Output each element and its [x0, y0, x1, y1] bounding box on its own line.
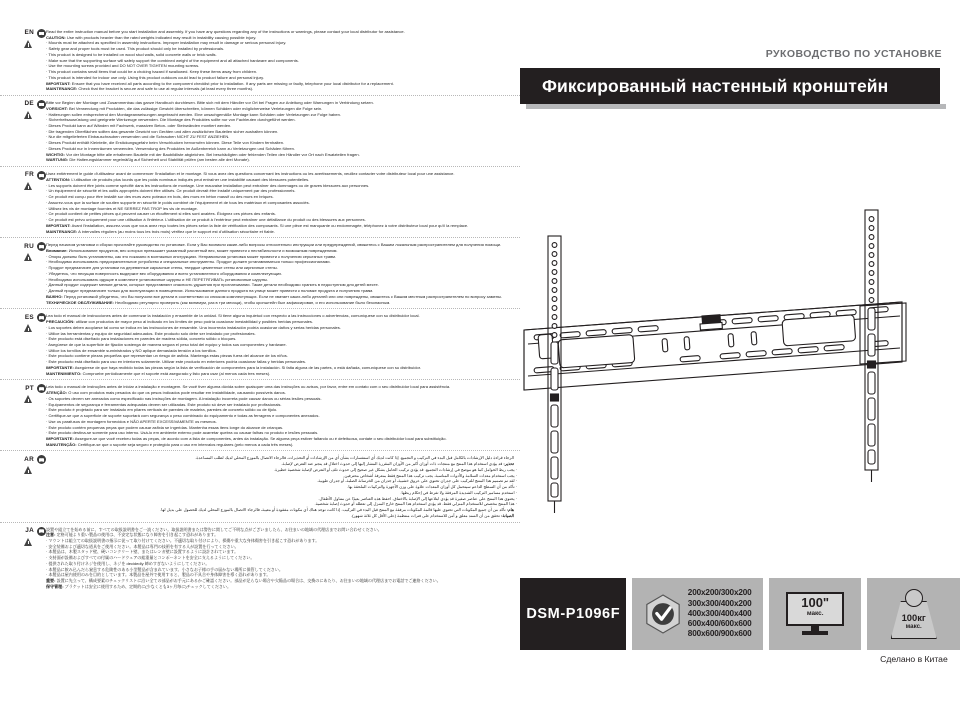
language-code: FR [24, 171, 34, 179]
caution-text: L'utilisation de produits plus lourds que les poids nominaux indiqués peut entraîner une instabilité causant des blessures potentielles. [71, 176, 310, 182]
language-body [46, 526, 514, 590]
caution-label: 注意: [46, 532, 56, 538]
important-label: IMPORTANTE: [46, 364, 74, 370]
bullet-marker: · [46, 123, 49, 129]
maintenance-label: MANUTENÇÃO: [46, 441, 77, 447]
bullet-text: Dieses Produkt kann auf Wänden mit Fachwerk, massiven Beton- oder Steinwänden montiert werden. [48, 123, 232, 129]
bullet-text: Ce produit est conçu pour être installé sur des murs avec poteaux en bois, des murs en béton massif ou des murs en briques. [48, 194, 274, 200]
title-bar-shadow [526, 104, 946, 109]
bracket-illustration [520, 130, 960, 550]
manual-book-icon [37, 100, 46, 109]
bullet-text: This product is designed to be installed on wood stud walls, solid concrete walls or brick walls. [48, 51, 217, 57]
bullet-text: 本製品は、木製スタッド壁、硬いコンクリート壁、またはレンガ壁に設置するように設計されています。 [48, 549, 239, 555]
bullet-marker: · [46, 57, 49, 63]
bullet-text: Este producto está diseñado para instalaciones en paredes de madera sólida, concreto sólido o bloques. [48, 336, 237, 342]
bullet-marker: · [46, 69, 49, 75]
language-gutter [0, 383, 49, 404]
important-text: Vor der Montage bitte alle erhaltenen Bauteile mit der Baubildliste abgleichen. Bei beschädigten oder fehlenden Teilen den Händler vor Ort nach Ersatzteilen fragen. [66, 151, 360, 157]
vesa-badge-svg [644, 594, 682, 634]
caution-label: تحذير: [503, 461, 514, 467]
bullet-marker: · [46, 188, 49, 194]
maintenance-line [46, 442, 514, 448]
caution-text: Bei Verwendung mit Produkten, die das zulässige Gewicht überschreiten, können Schäden oder möglicherweise Verletzungen die Folge sein. [68, 105, 323, 111]
bullet-marker: · [46, 276, 49, 282]
bullet-text: Equipamentos de segurança e ferramentas adequadas devem ser utilizadas. Este produto só deve ser instalado por profissionais. [48, 401, 282, 407]
important-label: ВАЖНО: [46, 293, 63, 299]
bullet-marker: · [46, 63, 49, 69]
vesa-size-list: 200x200/300x200 300x300/400x200 400x300/400x400 600x400/600x600 800x600/900x600 [687, 588, 752, 639]
caution-text: 定格可能より重い製品の使用は、不安定な状態になり障害を引き起こす恐れがあります。 [56, 532, 219, 538]
bullet-text: Mounts must be attached as specified in assembly instructions. Improper installation may result in damage or serious personal injury. [48, 40, 287, 46]
bullet-marker: · [46, 538, 49, 544]
important-text: تأكد من أن جميع المكونات التي تحتوي عليها قائمة المكونات مرفقة مع المنتج قبل البدء في التركيب. إذا كانت توجد هناك أي مكونات مفقودة أو معيبة، فالرجاء الاتصال بالموزع المحلي لديك للحصول على بديل لها. [160, 507, 506, 513]
screen-size-unit: макс. [806, 610, 824, 617]
bullet-text: Este produto é projetado para ser instalado em pilares verticais de paredes de madeira, paredes de concreto sólido ou de tijolo. [48, 407, 278, 413]
bullet-text: Опоры должны быть установлены, как это показано в монтажных инструкциях. Неправильная установка может привести к получению серьезных травм. [48, 253, 337, 259]
bullet-text: 支持面が設備およびすべての付属のハードウェアの総重量とコンポーネントを安全に支えるようにしてください。 [48, 555, 255, 561]
bullet-marker: · [46, 401, 49, 407]
language-body [46, 383, 514, 447]
page-title: Фиксированный настенный кронштейн [542, 75, 889, 96]
caution-text: قد يؤدي استخدام هذا المنتج مع منتجات ذات أوزان أكبر من الأوزان المقررة المشار إليها إلى حدوث اختلال قد ينجم عنه التعرض لإصابة. [281, 461, 503, 467]
bullet-text: Данный продукт содержит мелкие детали, которые представляют опасность удушения при проглатывании. Такие детали необходимо хранить в недоступном для детей месте. [48, 282, 379, 288]
bullet-text: Utilisez les vis de montage fournies et NE SERREZ PAS TROP les vis de montage. [48, 205, 198, 211]
bullet-marker: · [46, 324, 49, 330]
bullet-text: 本製品は屋内使用のみを目的としています。本製品を屋外で使用すると、製品の不具合や身体障害を導く恐れがあります。 [48, 572, 271, 578]
warning-triangle-icon [24, 182, 33, 191]
language-gutter [0, 170, 49, 194]
maintenance-line [46, 371, 514, 377]
weight-value: 100кг [901, 612, 926, 623]
caution-text: utilizar con productos de mayor peso al indicado en los límites de peso podría ocasionar inestabilidad y posibles heridas personales. [75, 319, 314, 325]
caution-label: VORSICHT: [46, 105, 68, 111]
manual-book-icon [37, 455, 46, 464]
bullet-text: Certifique-se que a superfície de suporte suportará com segurança o peso combinado do equipamento e todas as ferragens e componentes anexados. [48, 413, 320, 419]
caution-text: Использование продуктов, вес которых превышает указанный расчетный вес, может привести к нестабильности и возможным повреждениям. [68, 247, 338, 253]
bullet-text: هذا المنتج مخصص للاستخدام المنزلي فقط. قد يؤدي استخدام هذا المنتج خارج المنزل إلى تعطله أو حدوث إصابة شخصية. [314, 501, 515, 507]
bullet-text: Utilice las herramientas y equipo de seguridad adecuados. Este producto solo debe ser instalado por profesionales. [48, 330, 256, 336]
language-code: JA [25, 526, 34, 534]
important-text: Avant l'installation, assurez-vous que vous avez reçu toutes les pièces selon la liste de vérification des composants. Si une pièce est manquante ou endommagée, téléphonez à votre distributeur local pour qu'il la remplace. [71, 222, 469, 228]
bullet-marker: · [46, 330, 49, 336]
bullet-text: Продукт предназначен для установки на деревянные каркасные стены, твердые цементные стены или кирпичные стены. [48, 265, 278, 271]
bullet-text: Make sure that the supporting surface will safely support the combined weight of the equipment and all attached hardware and components. [48, 57, 299, 63]
language-block-en [0, 28, 520, 96]
bullet-marker: · [46, 40, 49, 46]
language-block-pt [0, 383, 520, 451]
bullet-marker: ‧ [514, 501, 517, 507]
bullet-text: Необходимо использовать предохранительное устройство и специальные инструменты. Продукт должен устанавливаться только профессионалами. [48, 259, 331, 265]
bullet-marker: · [46, 117, 49, 123]
warning-triangle-icon [24, 466, 33, 475]
model-number: DSM-P1096F [526, 606, 621, 622]
intro-text: Lea todo el manual de instrucciones antes de comenzar la instalación y ensamble de la unidad. Si tiene alguna inquietud con respecto a las instrucciones o advertencias, comuníquese con su distribuidor local. [46, 313, 420, 319]
maintenance-label: ТЕХНИЧЕСКОЕ ОБСЛУЖИВАНИЕ: [46, 299, 114, 305]
language-code-row [24, 455, 46, 464]
manual-book-icon [37, 527, 46, 536]
language-code: RU [24, 242, 34, 250]
weight-icon [888, 589, 940, 639]
bullet-marker: · [46, 566, 49, 572]
maintenance-text: Certifique-se que o suporte seja seguro e protegido para o uso em intervalos regulares (pelo menos a cada três meses). [77, 441, 294, 447]
language-gutter [0, 526, 49, 549]
language-code: EN [24, 29, 34, 37]
bullet-text: Les supports doivent être joints comme spécifié dans les instructions de montage. Une mauvaise installation peut entraîner des dommages ou de graves blessures aux personnes. [48, 182, 370, 188]
maintenance-line [46, 513, 514, 519]
language-gutter [0, 99, 49, 123]
multilingual-instructions-column [0, 28, 520, 596]
maintenance-text: تحقق من أن السند معلق و آمن للاستخدام على فترات منتظمة (على الأقل كل ثلاثة شهور). [351, 512, 500, 518]
warning-triangle-icon [24, 395, 33, 404]
bullet-text: Assurez-vous que la surface de soutien supporte en sécurité le poids combiné de l'équipement et de tous les matériaux et composantes associés. [48, 199, 310, 205]
maintenance-text: A intervalles réguliers (au moins tous les trois mois) vérifiez que le support est d'utilisation sécuritaire et fiable. [78, 228, 275, 234]
bullet-text: تأكد من أن السطح الداعم سيتحمل كل أوزان المعدات علاوة على وزن الأجهزة والتركيبات الملحقة بها. [347, 484, 515, 490]
bullet-text: Este producto está diseñado para uso en interiores solamente. Utilizar este producto en exteriores podría ocasionar fallas y heridas personales. [48, 359, 307, 365]
bullet-text: يجب استخدام معدات السلامة والأدوات المناسبة. يجب تركيب هذا المنتج فقط بمعرفة أشخاص محترفين. [343, 472, 515, 478]
bullet-marker: ‧ [514, 495, 517, 501]
intro-text: Read the entire instruction manual before you start installation and assembly. If you have any questions regarding any of the instructions or warnings, please contact your local distributor for assistance. [46, 29, 405, 34]
vesa-spec-box [632, 578, 762, 650]
caution-text: Use with products heavier than the rated weights indicated may result in instability causing possible injury. [66, 34, 257, 40]
language-code-row [24, 242, 46, 251]
language-gutter [0, 241, 49, 265]
important-label: IMPORTANT: [46, 80, 71, 86]
important-text: Assegure-se que você recebeu todas as peças, de acordo com a lista de componentes, antes da instalação. Se alguma peça estiver faltando ou é defeituosa, contate o seu distribuidor local para substituição. [74, 436, 447, 441]
language-block-es [0, 312, 520, 380]
bullet-marker: · [46, 111, 49, 117]
weight-capacity-box [867, 578, 960, 664]
bullet-marker: · [46, 194, 49, 200]
bullet-marker: ‧ [514, 478, 517, 484]
bracket-svg [520, 130, 960, 550]
bullet-text: Este produto contém pequenas peças que podem causar asfixia se ingeridas. Mantenha essas itens longe do alcance de crianças. [48, 424, 284, 430]
bullet-text: Dieses Produkt enthält Kleinteile, die Erstickungsgefahr beim Verschlucken hervorrufen können. Diese Teile von Kindern fernhalten. [48, 140, 285, 146]
warning-triangle-icon [24, 538, 33, 547]
bullet-marker: ‧ [514, 472, 517, 478]
maintenance-text: Compruebe periódicamente que el soporte está asegurado y listo para usar (al menos cada tres meses). [82, 370, 271, 376]
bullet-marker: · [46, 424, 49, 430]
language-body [46, 28, 514, 92]
bullet-marker: · [46, 288, 49, 294]
bullet-marker: · [46, 217, 49, 223]
maintenance-line [46, 157, 514, 163]
bullet-text: Use the mounting screws provided and DO NOT OVER TIGHTEN mounting screws. [48, 63, 200, 69]
maintenance-label: WARTUNG: [46, 157, 69, 163]
language-code: ES [24, 313, 34, 321]
bullet-marker: · [46, 282, 49, 288]
language-code-row [25, 100, 46, 109]
bullet-text: Ce produit contient de petites pièces qui peuvent causer un étouffement si elles sont avalées. Éloignez ces pièces des enfants. [48, 211, 276, 217]
bullet-marker: · [46, 128, 49, 134]
maintenance-text: Check that the bracket is secure and safe to use at regular intervals (at least every three months). [78, 86, 254, 92]
language-block-ru [0, 241, 520, 309]
bullet-marker: · [46, 182, 49, 188]
bullet-marker: · [46, 270, 49, 276]
bullet-text: Dieses Produkt nur in Innenräumen verwenden. Verwendung des Produktes im Außenbereich kann zu Verletzungen und Schäden führen. [48, 145, 296, 151]
bullet-marker: · [46, 430, 49, 436]
bullet-text: Die tragenden Oberflächen sollten das gesamte Gewicht von Geräten und allen zusätzlichen Bauteilen sicher aushalten können. [48, 128, 279, 134]
bullet-marker: · [46, 549, 49, 555]
intro-text: Lisez entièrement le guide d'utilisateur avant de commencer l'installation et le montage. Si vous avez des questions concernant les instructions ou les avertissements, veuillez contacter votre distributeur local pour une assistance. [46, 171, 455, 177]
bullet-marker: · [46, 560, 49, 566]
manual-book-icon [37, 242, 46, 251]
language-code-row [25, 527, 46, 536]
spec-strip [520, 578, 960, 664]
bullet-text: 安全装備および適切な道具をご使用ください。本製品は専門の技術を有する人が設置を行ってください。 [48, 543, 239, 549]
maintenance-text: ブラケットは安全に使用するため、定期的に(少なくとも3ヶ月毎に)チェックしてください。 [64, 583, 232, 589]
important-text: Ensure that you have received all parts according to the component checklist prior to installation. If any parts are missing or faulty, telephone your local distributor for a replacement. [71, 80, 394, 86]
bullet-text: マウントは組立ての取扱説明書の指示に従って取り付けてください。不適切な取り付けにより、損傷や重大な身体傷害を引き起こす恐れがあります。 [48, 538, 320, 544]
language-code: AR [24, 455, 34, 463]
language-block-ja [0, 526, 520, 593]
made-in-label: Сделано в Китае [880, 654, 948, 664]
bullet-text: 提供された取り付けネジを使用し、ネジを decidedly 締めすぎないようにしてください。 [48, 560, 210, 566]
intro-text: Leia todo o manual de instruções antes de iniciar a instalação e montagem. Se você tiver alguma dúvida sobre quaisquer uma das instruções ou avisos, por favor, entre em contato com o seu distribuidor local para assistência. [46, 384, 451, 390]
language-code-row [25, 171, 46, 180]
bullet-text: Необходимо использовать идущие в комплекте установочные шурупы и НЕ ПЕРЕТЯГИВАТЬ установочные шурупы. [48, 276, 269, 282]
bullet-marker: ‧ [514, 484, 517, 490]
bullet-marker: · [46, 205, 49, 211]
bullet-text: Safety gear and proper tools must be used. This product should only be installed by professionals. [48, 46, 225, 52]
maintenance-label: MAINTENANCE: [46, 86, 78, 92]
vesa-certified-icon [644, 594, 682, 634]
important-label: هام: [506, 507, 514, 513]
language-code-row [25, 29, 46, 38]
language-code-row [25, 384, 46, 393]
screen-size-value: 100" [801, 595, 830, 610]
screen-size-box [769, 578, 862, 650]
maintenance-label: الصيانة: [501, 512, 514, 518]
bullet-text: Ce produit est prévu uniquement pour une utilisation à l'intérieur. L'utilisation de ce produit à l'extérieur peut entraîner une défaillance du produit ou des blessures aux personnes. [48, 217, 366, 223]
bullet-text: Os suportes devem ser anexados como especificado nas instruções de montagem. A instalação incorreta pode causar danos ou sérias lesões pessoais. [48, 395, 322, 401]
bullet-text: Sicherheitsausrüstung und geeignete Werkzeuge verwenden. Die Montage des Produktes sollte nur von Fachleuten durchgeführt werden. [48, 117, 296, 123]
bullet-marker: · [46, 543, 49, 549]
model-number-box [520, 578, 626, 650]
caution-label: Внимание: [46, 247, 68, 253]
important-label: 重要: [46, 578, 56, 584]
caution-label: CAUTION: [46, 34, 66, 40]
intro-text: الرجاء قراءة دليل الإرشادات بالكامل قبل البدء في التركيب و التجميع. إذا كانت لديك أي استفسارات بشأن أي من الإرشادات أو التحذيرات، فالرجاء الاتصال بالموزع المحلي لديك لطلب المساعدة. [195, 455, 514, 461]
tv-stand-base [802, 631, 828, 635]
maintenance-line [46, 584, 514, 590]
maintenance-label: 保守管理: [46, 583, 64, 589]
important-label: IMPORTANTE: [46, 436, 74, 441]
bullet-text: Nur die mitgelieferten Einbauschrauben verwenden und die Schrauben NICHT ZU FEST ANZIEHEN. [48, 134, 230, 140]
bullet-text: Utilice los tornillos de ensamble suministrados y NO aplique demasiada tensión a los tornillos. [48, 347, 217, 353]
language-block-ar [0, 454, 520, 522]
bullet-marker: ‧ [514, 466, 517, 472]
bullet-marker: · [46, 341, 49, 347]
maintenance-line [46, 86, 514, 92]
bullet-text: يحتوي هذا المنتج على عناصر صغيرة قد يؤدي ابتلاعها إلى الإصابة بالاختناق. احفظ هذه العناصر بعيدًا عن متناول الأطفال. [318, 495, 515, 501]
weight-handle-shape [905, 589, 923, 607]
language-code: PT [25, 384, 34, 392]
caution-label: ATTENTION: [46, 176, 71, 182]
language-block-fr [0, 170, 520, 238]
right-panel [520, 0, 960, 708]
bullet-marker: · [46, 413, 49, 419]
bullet-marker: ‧ [514, 489, 517, 495]
manual-book-icon [37, 171, 46, 180]
bullet-text: Use os parafusos de montagem fornecidos e NÃO APERTE EXCESSIVAMENTE os mesmos. [48, 418, 217, 424]
manual-kicker: РУКОВОДСТВО ПО УСТАНОВКЕ [765, 48, 942, 60]
intro-text: Перед началом установки и сборки прочитайте руководство по установке. Если у Вас возникли какие-либо вопросы относительно инструкции или предупреждений, свяжитесь с Вашим локальным распространителем для получения помощи. [46, 242, 502, 248]
bullet-marker: · [46, 395, 49, 401]
bullet-text: Asegúrese de que la superficie de fijación sostenga de manera segura el peso total del equipo y todos sus componentes y hardware. [48, 341, 287, 347]
language-body [46, 312, 514, 376]
important-text: Перед установкой убедитесь, что Вы получили все детали в соответствии со списком комплектующих. Если не хватает каких-либо деталей или они повреждены, свяжитесь с Вашим местным распространителем по вопросу замены. [63, 293, 503, 299]
weight-unit: макс. [905, 623, 922, 630]
important-label: WICHTIG: [46, 151, 65, 157]
warning-triangle-icon [24, 324, 33, 333]
bullet-marker: · [46, 51, 49, 57]
language-body [46, 170, 514, 234]
manual-book-icon [37, 313, 46, 322]
maintenance-label: MAINTENANCE: [46, 228, 78, 234]
bullet-marker: · [46, 74, 49, 80]
maintenance-line [46, 300, 514, 306]
manual-book-icon [37, 384, 46, 393]
bullet-marker: · [46, 359, 49, 365]
bullet-marker: · [46, 555, 49, 561]
bullet-text: Este producto contiene piezas pequeñas que representan un riesgo de asfixia. Mantenga estas piezas fuera del alcance de los niños. [48, 353, 288, 359]
maintenance-label: MANTENIMIENTO: [46, 370, 82, 376]
bullet-marker: · [46, 145, 49, 151]
bullet-text: 本製品に飲み込んだら窒息する危険性のある小型製品が含まれています。小さなお子様の手の届かない場所に保管してください。 [48, 566, 283, 572]
important-text: 設置に先立って、構成要素のチェックリストに沿い全ての部品がお手元にあるかご確認ください。部品が足らない場合や欠陥品の場合は、交換のにあたり、お住まいの地域の代理店までお電話でご連絡ください。 [56, 578, 441, 584]
language-gutter [0, 28, 49, 52]
bullet-text: Los soportes deben acoplarse tal como se indica en las instrucciones de ensamble. Una incorrecta instalación podría ocasionar daños y serias heridas personales. [48, 324, 341, 330]
warning-triangle-icon [24, 40, 33, 49]
maintenance-line [46, 229, 514, 235]
bullet-text: يجب ربط الحوامل كما هو موضح في إرشادات التجميع. قد يؤدي تركيب الحامل بشكل غير صحيح إلى حدوث تلف أو التعرض لإصابة شخصية خطيرة. [274, 466, 515, 472]
bullet-marker: · [46, 336, 49, 342]
bullet-marker: · [46, 353, 49, 359]
bullet-marker: · [46, 572, 49, 578]
bullet-text: استخدم مسامير التركيب الشديدة المرفقة ولا تفرط في إحكام ربطها. [400, 489, 515, 495]
bullet-marker: · [46, 265, 49, 271]
language-block-de [0, 99, 520, 167]
product-title-bar [520, 68, 940, 104]
bullet-text: Данный продукт предназначен только для эксплуатации в помещениях. Использование данного продукта на улице может привести к поломке продукта и получению травм. [48, 288, 374, 294]
bullet-text: Este produto destina-se somente para uso interno. Usá-lo em ambiente externo pode acarretar quebra ou causar falhas no produto e lesões pessoais. [48, 430, 319, 436]
language-body [46, 454, 517, 518]
warning-triangle-icon [24, 111, 33, 120]
bullet-text: Un équipement de sécurité et les outils appropriés doivent être utilisés. Ce produit devrait être installé uniquement par des professionnels. [48, 188, 296, 194]
bullet-marker: · [46, 253, 49, 259]
bullet-text: This product contains small items that could be a choking hazard if swallowed. Keep these items away from children. [48, 69, 258, 75]
warning-triangle-icon [24, 253, 33, 262]
caution-label: ATENÇÃO: [46, 390, 68, 396]
intro-text: 設置や組立てを始める前に、すべての取扱説明書をご一読ください。取扱説明書または警告に関してご不明な点がございましたら、お住まいの地域の代理店までお問い合わせください。 [46, 526, 382, 532]
bullet-marker: · [46, 407, 49, 413]
bullet-marker: · [46, 134, 49, 140]
important-text: Asegúrese de que haya recibido todas las piezas según la lista de verificación de componentes para la instalación. Si falta alguna de las partes, o está dañada, comuníquese con su distribuidor. [74, 364, 421, 370]
language-gutter [0, 454, 46, 475]
intro-text: Bitte vor Beginn der Montage und Zusammenbau das ganze Handbuch durchlesen. Bitte sich mit dem Händler vor Ort bei Fragen zur Anleitung oder Warnungen in Verbindung setzen. [46, 100, 374, 106]
language-body [46, 99, 514, 163]
maintenance-text: Die Halterungsklammer regelmäßig auf Sicherheit und Stabilität prüfen (am besten alle drei Monate). [69, 157, 250, 163]
bullet-marker: · [46, 46, 49, 52]
caution-label: PRECAUCIÓN: [46, 319, 75, 325]
caution-text: O uso com produtos mais pesados do que os pesos indicados pode resultar em instabilidade, causando possíveis danos. [68, 390, 286, 396]
bullet-marker: · [46, 199, 49, 205]
bullet-marker: · [46, 211, 49, 217]
important-label: IMPORTANT: [46, 222, 71, 228]
bullet-marker: · [46, 418, 49, 424]
language-gutter [0, 312, 49, 333]
language-body [46, 241, 514, 305]
maintenance-text: Необходимо регулярно проверять (как минимум, раз в три месяца), чтобы кронштейн был зафиксирован, и его использование было безопасным. [115, 299, 391, 305]
bullet-marker: · [46, 140, 49, 146]
manual-book-icon [37, 29, 46, 38]
bullet-text: لقد تم تصميم هذا المنتج للتركيب على جدران تحتوي على عروق خشبية، أو جدران من الخرسانة الصلبة، أو جدران طوبية. [317, 478, 515, 484]
bullet-text: Убедитесь, что несущая поверхность выдержит вес оборудования и всего установленного оборудования и комплектующих. [48, 270, 283, 276]
language-code: DE [24, 100, 34, 108]
bullet-marker: · [46, 347, 49, 353]
bullet-text: Halterungen sollen entsprechend den Montageanweisungen angebracht werden. Eine unsachgemäße Montage kann Schäden oder Verletzungen zur Folge haben. [48, 111, 341, 117]
language-code-row [25, 313, 46, 322]
tv-screen-icon [786, 592, 844, 636]
bullet-marker: · [46, 259, 49, 265]
bullet-text: This product is intended for indoor use only. Using this product outdoors could lead to product failure and personal injury. [48, 74, 264, 80]
